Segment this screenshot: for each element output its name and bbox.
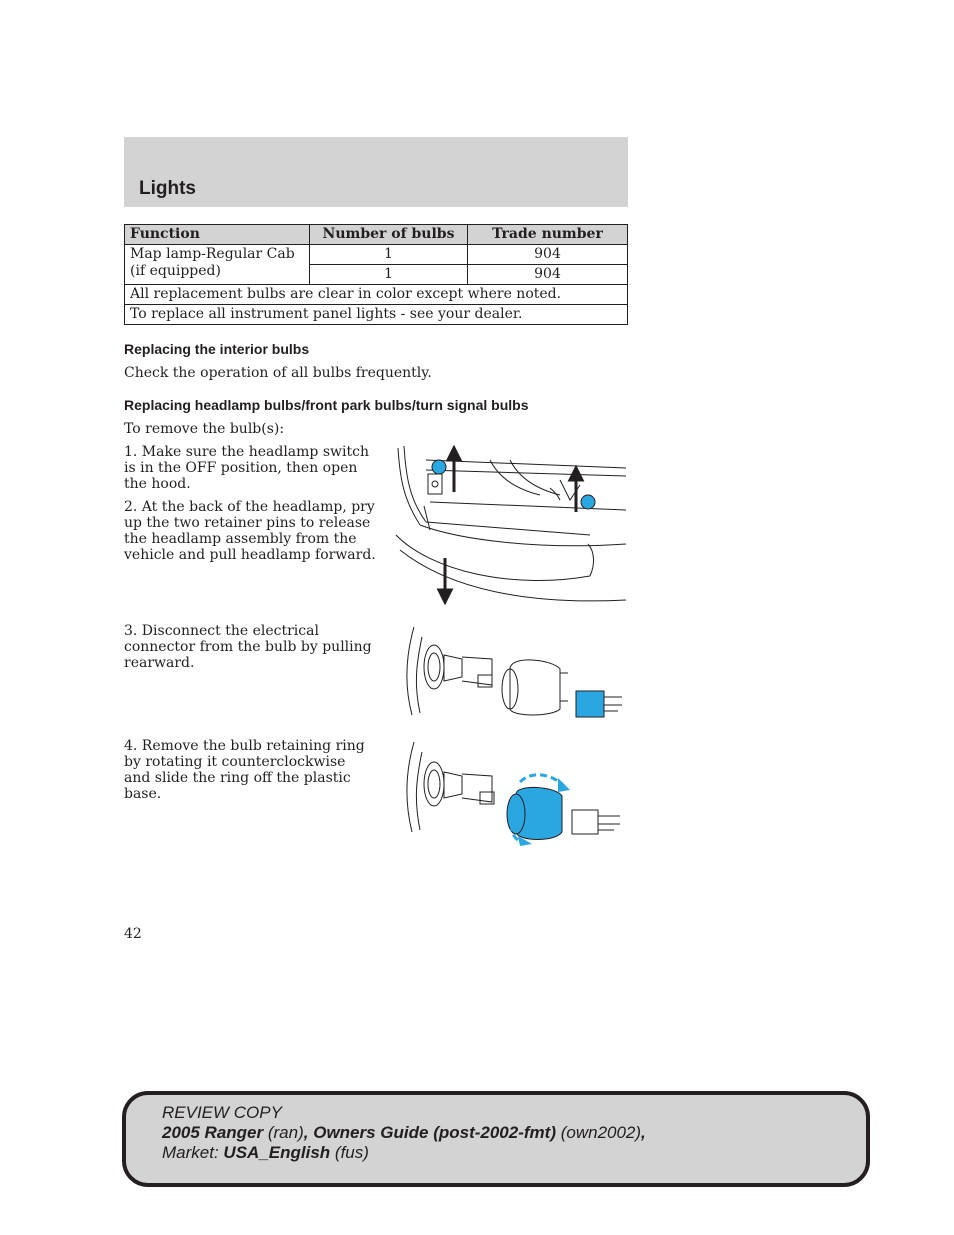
instruction-step: 3. Disconnect the electrical connector from the bulb by pulling rearward. <box>124 623 372 671</box>
footer-text <box>162 1103 646 1163</box>
review-copy-footer <box>122 1091 870 1187</box>
body-text: To remove the bulb(s): <box>124 421 285 437</box>
footer-guide-line <box>162 1123 646 1143</box>
table-note: To replace all instrument panel lights - see your dealer. <box>125 305 628 325</box>
footer-market-label: Market: <box>162 1143 219 1162</box>
section-header-band <box>124 137 628 207</box>
table-cell-trade: 904 <box>468 265 628 285</box>
headlamp-removal-illustration <box>390 440 628 606</box>
footer-market-code: (fus) <box>334 1143 369 1162</box>
footer-separator: , <box>303 1123 314 1142</box>
table-header-row <box>125 225 628 245</box>
footer-guide-code: (own2002) <box>560 1123 642 1142</box>
table-header-cell: Function <box>125 225 310 245</box>
footer-market: USA_English <box>223 1143 331 1162</box>
table-note-row <box>125 285 628 305</box>
function-line: (if equipped) <box>130 263 221 279</box>
page-number: 42 <box>124 926 142 942</box>
connector-disconnect-illustration <box>392 625 628 721</box>
table-cell-bulbs: 1 <box>310 245 468 265</box>
function-line: Map lamp-Regular Cab <box>130 246 295 262</box>
table-row <box>125 245 628 265</box>
footer-separator: , <box>641 1123 646 1142</box>
footer-guide: Owners Guide (post-2002-fmt) <box>313 1123 556 1142</box>
retaining-ring-removal-illustration <box>392 740 628 846</box>
page-title: Lights <box>139 178 196 199</box>
section-heading: Replacing the interior bulbs <box>124 341 310 357</box>
table-header-cell: Number of bulbs <box>310 225 468 245</box>
instruction-step: 1. Make sure the headlamp switch is in the OFF position, then open the hood. <box>124 444 369 492</box>
footer-review-label: REVIEW COPY <box>162 1103 282 1122</box>
table-cell-bulbs: 1 <box>310 265 468 285</box>
table-cell-function <box>125 245 310 285</box>
table-cell-trade: 904 <box>468 245 628 265</box>
section-heading: Replacing headlamp bulbs/front park bulbs/turn signal bulbs <box>124 397 529 413</box>
instruction-step: 2. At the back of the headlamp, pry up the two retainer pins to release the headlamp assembly from the vehicle and pull headlamp forward. <box>124 499 376 563</box>
footer-market-line <box>162 1143 646 1163</box>
table-note-row <box>125 305 628 325</box>
body-text: Check the operation of all bulbs frequently. <box>124 365 432 381</box>
instruction-step: 4. Remove the bulb retaining ring by rotating it counterclockwise and slide the ring off the plastic base. <box>124 738 365 802</box>
table-note: All replacement bulbs are clear in color except where noted. <box>125 285 628 305</box>
bulb-table <box>124 224 628 325</box>
footer-model-code: (ran) <box>267 1123 304 1142</box>
table-header-cell: Trade number <box>468 225 628 245</box>
footer-model: 2005 Ranger <box>162 1123 264 1142</box>
